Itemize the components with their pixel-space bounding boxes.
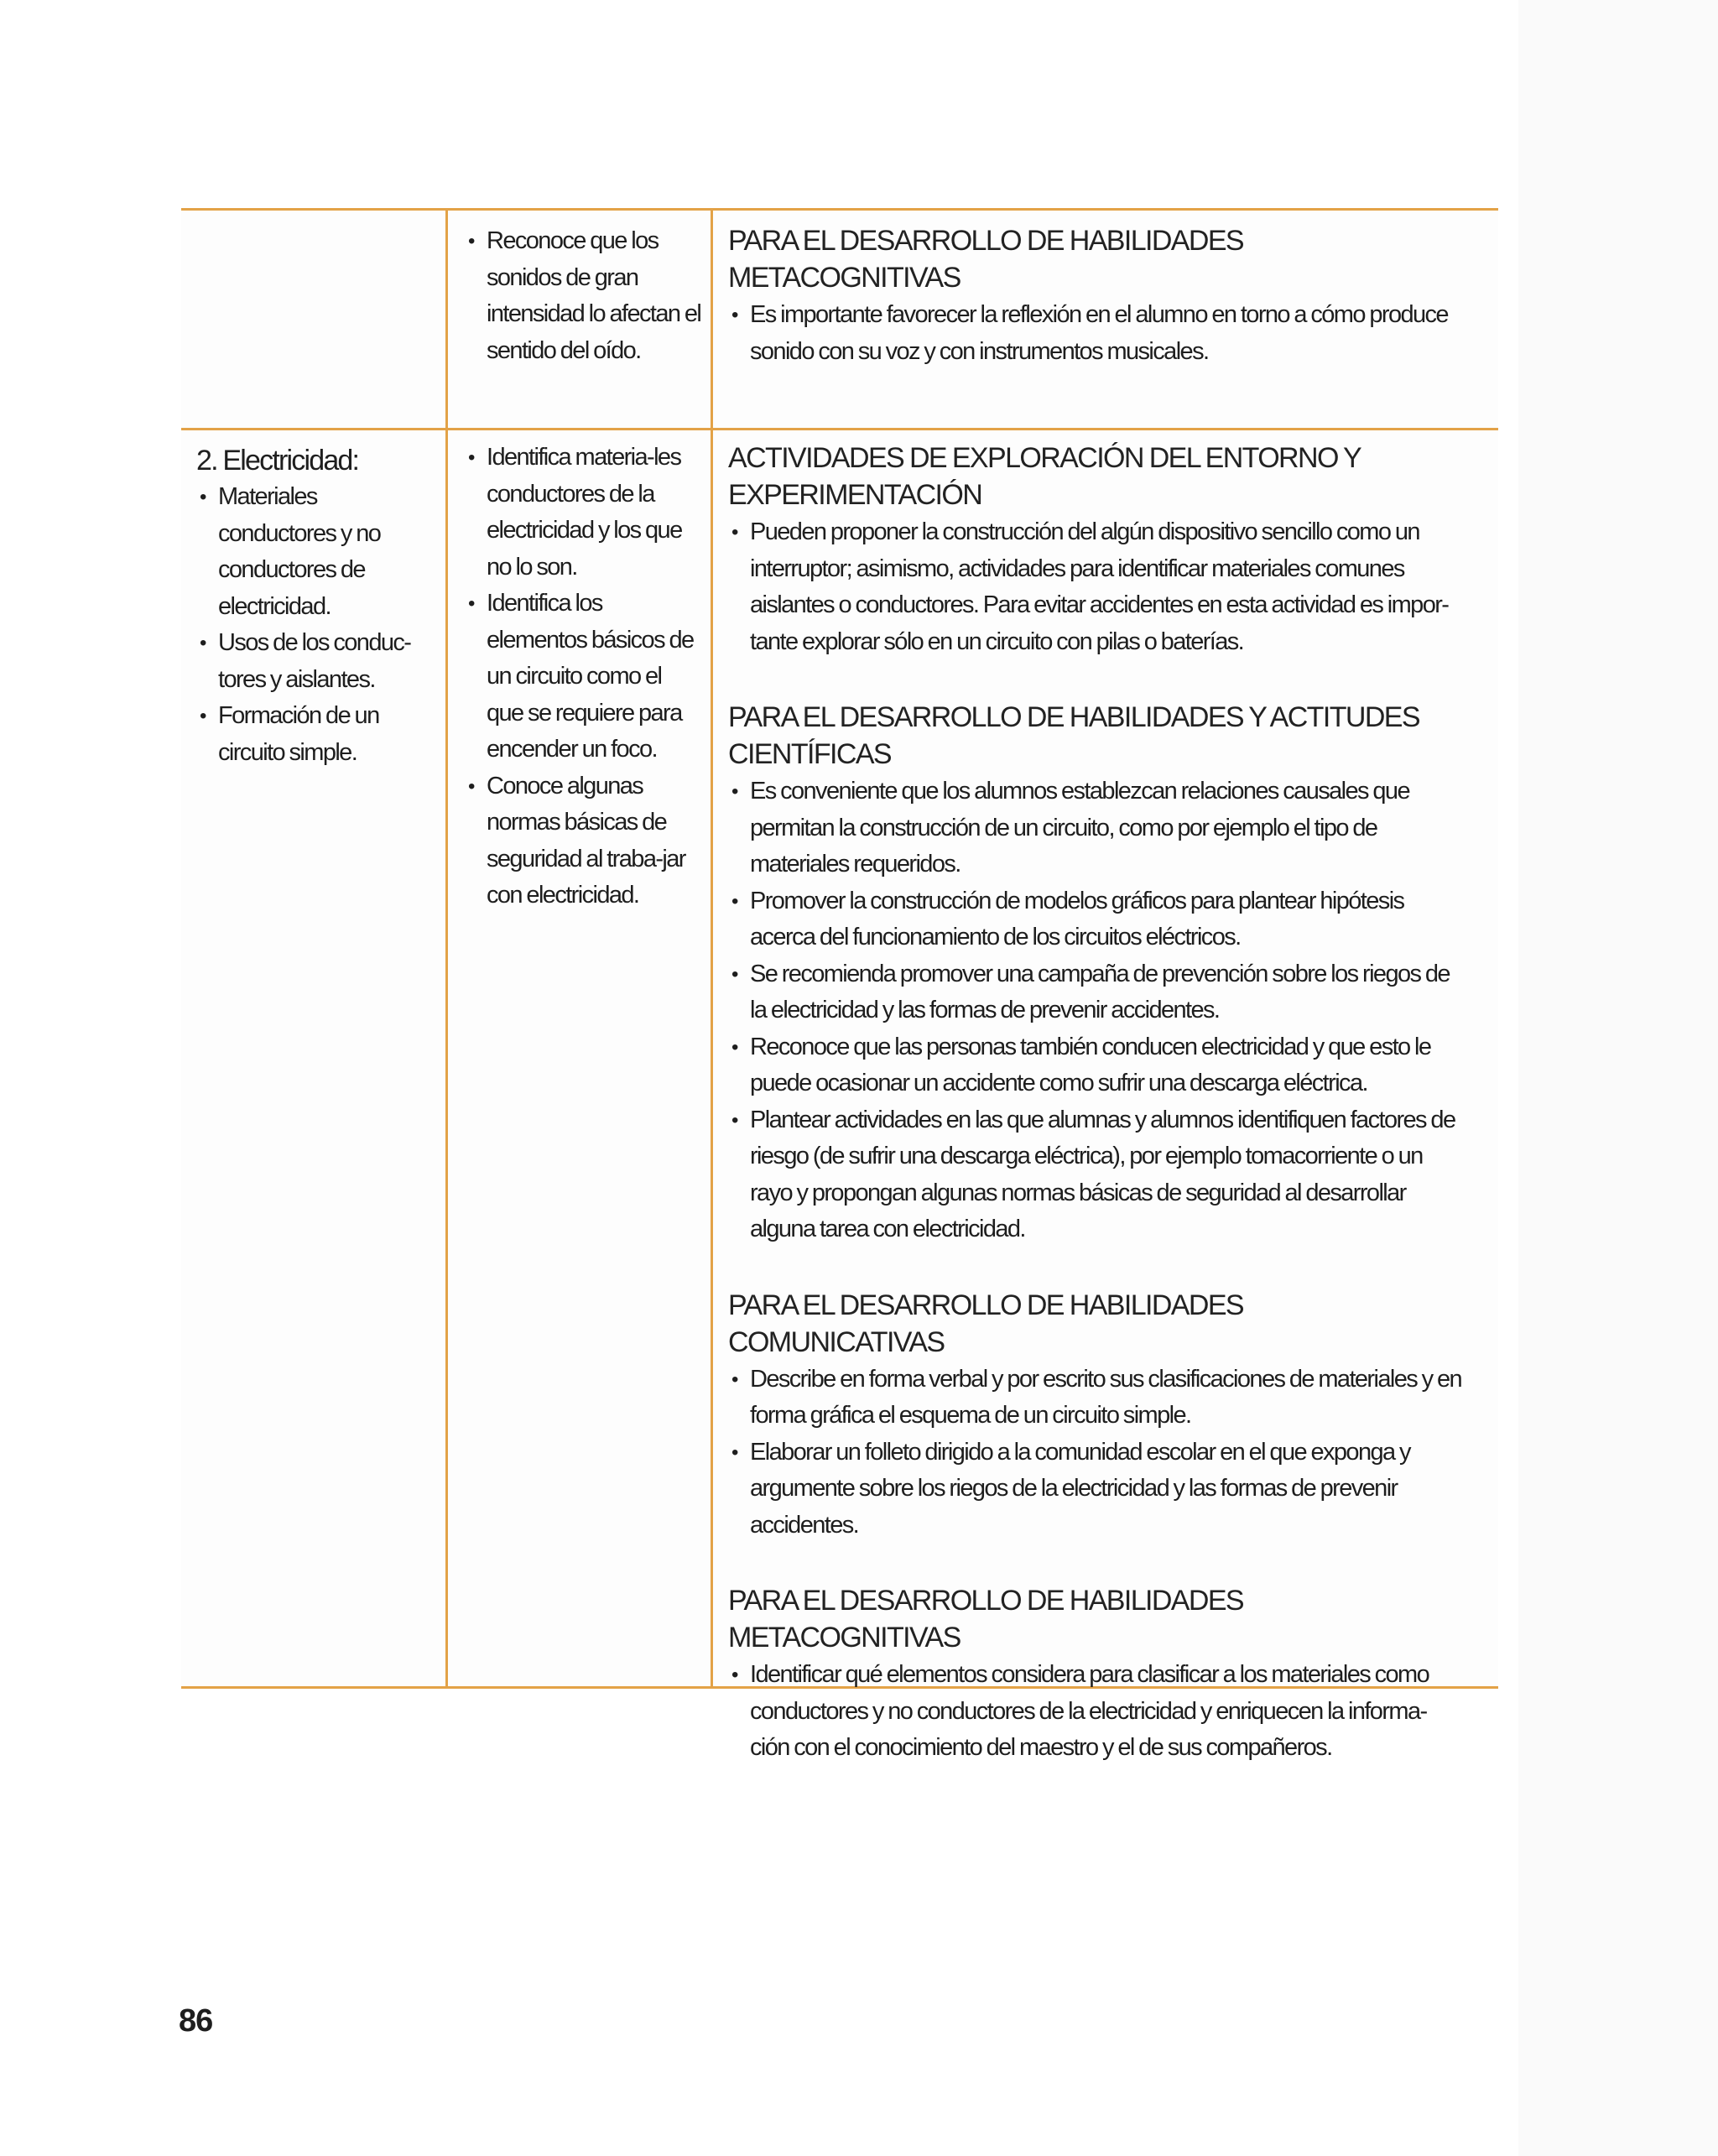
section-title: PARA EL DESARROLLO DE HABILIDADES METACOGNITIVAS (728, 225, 1243, 294)
row2-topic-cell (181, 428, 448, 1686)
list-item: • Usos de los conduc-tores y aislantes. (196, 625, 437, 698)
section-title: PARA EL DESARROLLO DE HABILIDADES METACOGNITIVAS (728, 1585, 1243, 1653)
section-list (728, 297, 1465, 370)
list-item: • Elaborar un folleto dirigido a la comunidad escolar en el que exponga y argumente sobre los riegos de la electricidad y las formas de prevenir accidentes. (728, 1435, 1465, 1544)
curriculum-table (181, 208, 1498, 1761)
list-item: • Formación de un circuito simple. (196, 698, 437, 771)
page-edge-shade (1518, 0, 1718, 2156)
suggestion-section (728, 1582, 1465, 1767)
list-item: • Identifica materia-les conductores de la electricidad y los que no lo son. (465, 440, 702, 586)
section-title: PARA EL DESARROLLO DE HABILIDADES COMUNICATIVAS (728, 1289, 1243, 1358)
suggestion-section (728, 1287, 1465, 1544)
row1-topic-cell (181, 211, 448, 428)
list-item: • Es conveniente que los alumnos establezcan relaciones causales que permitan la construcción de un circuito, como por ejemplo el tipo de materiales requeridos. (728, 773, 1465, 883)
section-title: PARA EL DESARROLLO DE HABILIDADES Y ACTITUDES CIENTÍFICAS (728, 701, 1419, 770)
list-item: • Identificar qué elementos considera para clasificar a los materiales como conductores y no conductores de la electricidad y enriquecen la informa-ción con el conocimiento del maestro y el de sus compañeros. (728, 1657, 1465, 1767)
section-title: ACTIVIDADES DE EXPLORACIÓN DEL ENTORNO Y EXPERIMENTACIÓN (728, 442, 1361, 511)
section-list (728, 773, 1465, 1248)
row1-learning-list (465, 223, 702, 369)
list-item: • Es importante favorecer la reflexión en el alumno en torno a cómo produce sonido con su voz y con instrumentos musicales. (728, 297, 1465, 370)
list-item: • Plantear actividades en las que alumnas y alumnos identifiquen factores de riesgo (de sufrir una descarga eléctrica), por ejemplo tomacorriente o un rayo y propongan algunas normas básicas de seguridad al desarrollar alguna tarea con electricidad. (728, 1102, 1465, 1248)
row1-suggestions-cell (713, 211, 1498, 428)
list-item: • Materiales conductores y no conductores de electricidad. (196, 479, 437, 625)
section-list (728, 514, 1465, 660)
row2-learning-list (465, 440, 702, 914)
topic-title: 2. Electricidad: (196, 445, 359, 477)
page-number: 86 (179, 2003, 213, 2039)
list-item: • Reconoce que las personas también conducen electricidad y que esto le puede ocasionar un accidente como sufrir una descarga eléctrica. (728, 1029, 1465, 1102)
row2-suggestions-cell (713, 428, 1498, 1761)
row1-learning-cell (448, 211, 713, 428)
list-item: • Describe en forma verbal y por escrito sus clasificaciones de materiales y en forma gráfica el esquema de un circuito simple. (728, 1362, 1465, 1435)
section-list (728, 1362, 1465, 1544)
list-item: • Promover la construcción de modelos gráficos para plantear hipótesis acerca del funcionamiento de los circuitos eléctricos. (728, 883, 1465, 956)
row2-learning-cell (448, 428, 713, 1686)
section-list (728, 1657, 1465, 1767)
suggestion-section (728, 699, 1465, 1248)
list-item: • Reconoce que los sonidos de gran intensidad lo afectan el sentido del oído. (465, 223, 702, 369)
topic-list (196, 479, 437, 771)
list-item: • Se recomienda promover una campaña de prevención sobre los riegos de la electricidad y las formas de prevenir accidentes. (728, 956, 1465, 1029)
suggestion-section (728, 222, 1465, 370)
list-item: • Identifica los elementos básicos de un circuito como el que se requiere para encender un foco. (465, 586, 702, 768)
list-item: • Pueden proponer la construcción del algún dispositivo sencillo como un interruptor; asimismo, actividades para identificar materiales comunes aislantes o conductores. Para evitar accidentes en esta actividad es impor-tante explorar sólo en un circuito con pilas o baterías. (728, 514, 1465, 660)
list-item: • Conoce algunas normas básicas de seguridad al traba-jar con electricidad. (465, 768, 702, 914)
suggestion-section (728, 440, 1465, 660)
